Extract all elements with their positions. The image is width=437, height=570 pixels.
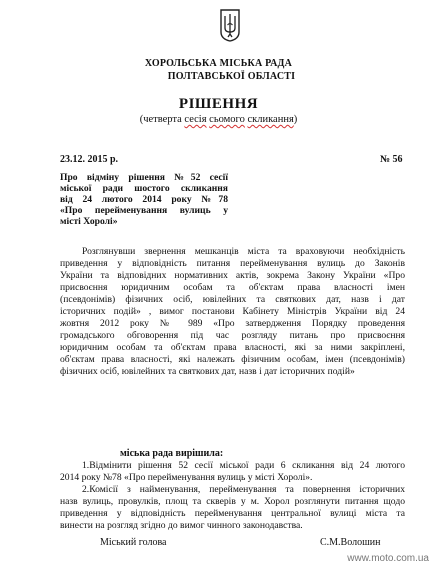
subject-line: місті Хоролі» (60, 216, 118, 227)
body-line: громадського обговорення під час розгляду питань про присвоєння (60, 330, 405, 341)
document-date: 23.12. 2015 р. (60, 154, 119, 165)
body-line: України та відповідних нормативних актів, зокрема Закону України «Про (60, 270, 405, 281)
point-line: назв вулиць, провулків, площ та скверів у м. Хорол розглянути питання щодо (60, 496, 405, 507)
body-line: приведення у відповідність питання перейменування вулиць до Законів (60, 258, 405, 269)
session-word-3: скликання (247, 114, 294, 125)
body-line: об'єктам права власності, які належать фізичним особам, імен (псевдонімів) (60, 354, 405, 365)
resolved-label: міська рада вирішила: (120, 448, 224, 459)
body-line: присвоєння юридичним особам та об'єктам права власності імен (60, 282, 405, 293)
body-line: історичних подій» , вимог постанови Кабінету Міністрів України від 24 (60, 306, 405, 317)
subject-line: міської ради шостого скликання (60, 183, 228, 194)
document-title: РІШЕННЯ (178, 96, 259, 112)
subject-line: Про відміну рішення №52 сесії (60, 172, 228, 183)
council-name: ХОРОЛЬСЬКА МІСЬКА РАДА (144, 58, 293, 69)
site-watermark: www.moto.com.ua (347, 553, 429, 564)
point-line: 2.Комісії з найменування, перейменування та повернення історичних (82, 484, 405, 495)
body-line: юридичним особам та об'єктам права власності, які за ними закріплені, (60, 342, 405, 353)
point-line: 1.Відмінити рішення 52 сесії міської ради 6 скликання від 24 лютого (82, 460, 405, 471)
body-line: жовтня 2012 року № 989 «Про затвердження Порядку проведення (60, 318, 405, 329)
council-region: ПОЛТАВСЬКОЇ ОБЛАСТІ (167, 71, 296, 82)
subject-line: «Про перейменування вулиць у (60, 205, 228, 216)
trident-emblem-icon (219, 8, 241, 42)
resolution-points (60, 460, 405, 532)
subject-line: від 24 лютого 2014 року №78 (60, 194, 228, 205)
signer-name: С.М.Волошин (320, 537, 381, 548)
preamble-text (60, 246, 405, 378)
body-line: Розглянувши звернення мешканців міста та враховуючи необхідність (82, 246, 405, 257)
point-line: приведення у відповідність перейменування центральної вулиці міста та (60, 508, 405, 519)
session-line: (четверта сесія сьомого скликання) (139, 114, 298, 125)
point-line: 2014 року №78 «Про перейменування вулиць у місті Хоролі». (60, 472, 313, 483)
session-word: сесія (184, 114, 207, 125)
council-header (0, 57, 437, 83)
body-line: (псевдонімів) фізичних осіб, ювілейних та святкових дат, назв і дат (60, 294, 405, 305)
body-line: фізичних осіб, ювілейних та святкових дат, назв і дат історичних подій» (60, 366, 355, 377)
mayor-label: Міський голова (100, 537, 167, 548)
session-word-2: сьомого (209, 114, 245, 125)
document-number: № 56 (380, 154, 403, 165)
document-subject (60, 172, 228, 227)
point-line: винести на розгляд згідно до вимог чинного законодавства. (60, 520, 303, 531)
